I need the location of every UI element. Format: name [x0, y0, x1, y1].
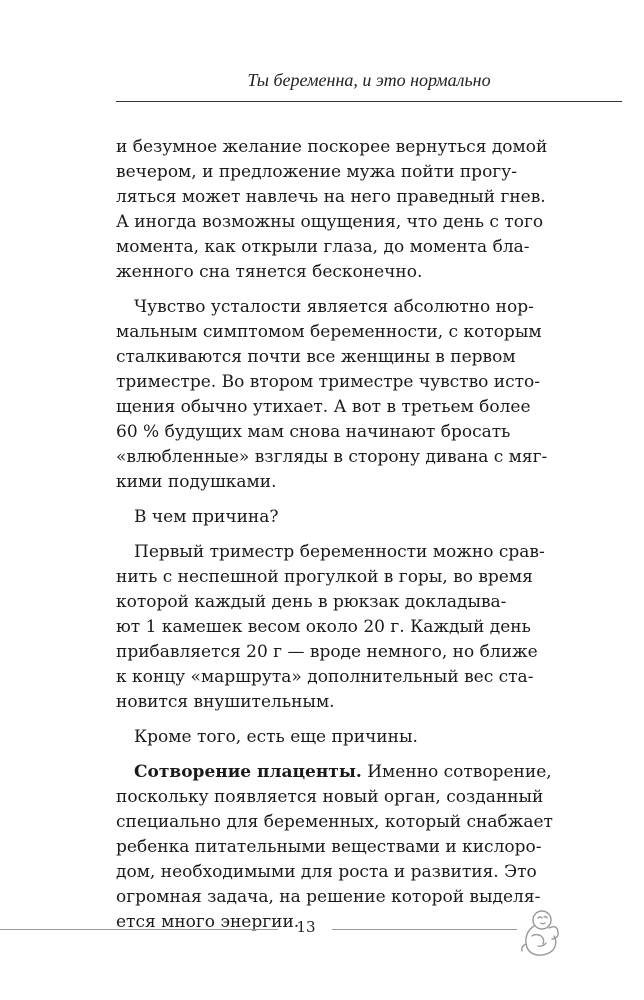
text-line: 60 % будущих мам снова начинают бросать — [116, 422, 511, 442]
text-line: «влюбленные» взгляды в сторону дивана с мяг- — [116, 447, 548, 467]
text-line — [116, 760, 552, 785]
paragraph-1 — [116, 135, 548, 285]
text-line: прибавляется 20 г — вроде немного, но ближе — [116, 642, 538, 662]
paragraph-2 — [116, 295, 548, 495]
text-line: ребенка питательными веществами и кислоро- — [116, 837, 542, 857]
text-line: триместре. Во втором триместре чувство исто- — [116, 372, 541, 392]
text-line: и безумное желание поскорее вернуться домой — [116, 137, 548, 157]
footer-rule-left — [0, 929, 278, 930]
page-number: 13 — [296, 918, 316, 936]
text-line: ляться может навлечь на него праведный гнев. — [116, 187, 546, 207]
paragraph-5 — [116, 725, 507, 750]
text-line: А иногда возможны ощущения, что день с того — [116, 212, 544, 232]
header-divider — [116, 101, 622, 102]
text-line: дом, необходимыми для роста и развития. Это — [116, 862, 537, 882]
text-line: щения обычно утихает. А вот в третьем более — [116, 397, 531, 417]
bold-lead: Сотворение плаценты. — [134, 762, 362, 782]
text-line: ется много энергии. — [116, 912, 300, 932]
text-line: мальным симптомом беременности, с которым — [116, 322, 542, 342]
paragraph-6 — [116, 760, 553, 935]
text-line: новится внушительным. — [116, 692, 335, 712]
text-line: огромная задача, на решение которой выделя- — [116, 887, 541, 907]
text-line: сталкиваются почти все женщины в первом — [116, 347, 516, 367]
text-line: ют 1 камешек весом около 20 г. Каждый день — [116, 617, 531, 637]
text-line: специально для беременных, который снабжает — [116, 812, 553, 832]
text-line: вечером, и предложение мужа пойти прогу- — [116, 162, 517, 182]
text-line: которой каждый день в рюкзак докладыва- — [116, 592, 507, 612]
text-line: кими подушками. — [116, 472, 277, 492]
running-head: Ты беременна, и это нормально — [247, 70, 491, 90]
text-line: момента, как открыли глаза, до момента бла- — [116, 237, 530, 257]
paragraph-4 — [116, 540, 545, 715]
text-line: Кроме того, есть еще причины. — [134, 727, 418, 747]
paragraph-3 — [116, 505, 507, 530]
text-line: поскольку появляется новый орган, созданный — [116, 787, 544, 807]
footer-rule-right — [332, 929, 517, 930]
text-fragment: Именно сотворение, — [361, 762, 552, 782]
text-line: к концу «маршрута» дополнительный вес ста- — [116, 667, 534, 687]
text-line: Первый триместр беременности можно срав- — [134, 542, 545, 562]
text-line: нить с неспешной прогулкой в горы, во время — [116, 567, 533, 587]
text-line: Чувство усталости является абсолютно нор- — [134, 297, 534, 317]
body-text — [116, 135, 553, 935]
text-line: женного сна тянется бесконечно. — [116, 262, 423, 282]
baby-icon — [512, 904, 568, 960]
text-line: В чем причина? — [134, 507, 279, 527]
